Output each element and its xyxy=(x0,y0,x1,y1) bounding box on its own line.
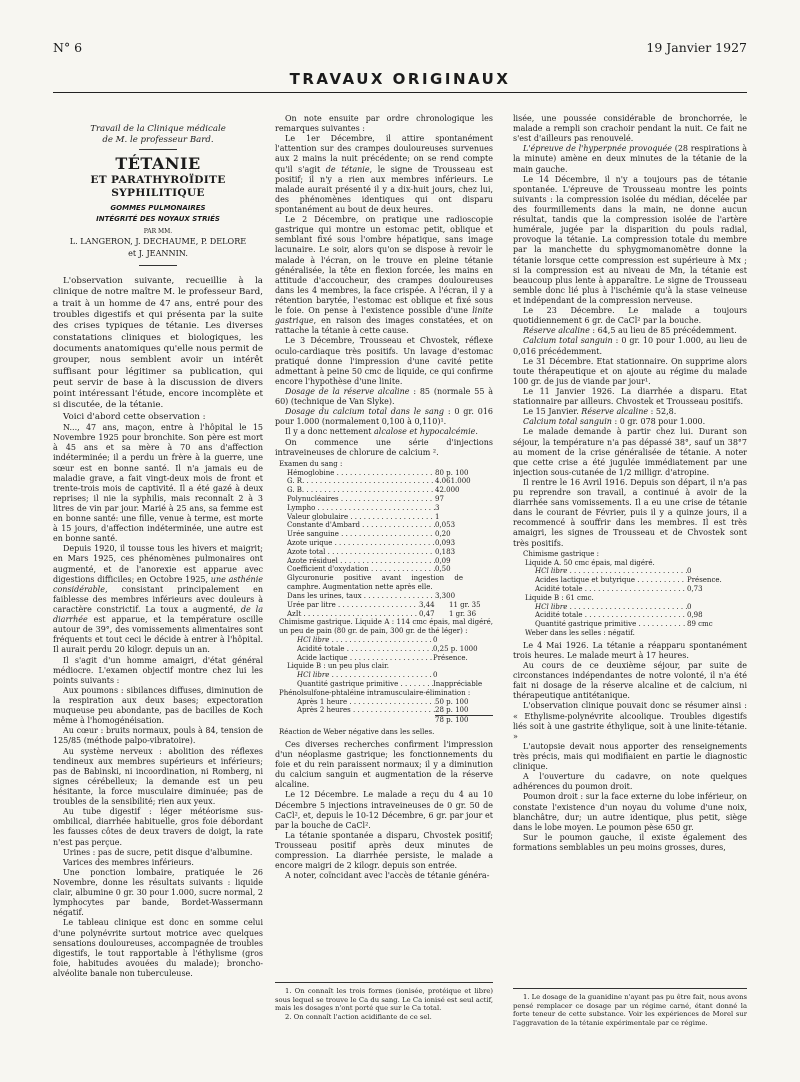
glycuronurie-note: Glycuronurie positive avant ingestion de camphre. Augmentation nette après elle. xyxy=(287,574,463,592)
body-paragraph: Le 2 Décembre, on pratique une radioscopie gastrique qui montre un estomac petit, oblique et semblant fixé sous l'ombre hépatique, sans image lacunaire. Le soir, alors qu'on se dispose à revoir le malade à l'écran, on le trouve en pleine tétanie généralisée, la tête en flexion forcée, les mains en attitude d'accoucheur, des crampes douloureuses dans les 4 membres, la face crispée. A l'écran, il y a rétention barytée, l'estomac est oblique et fixé sous le foie. On pense à l'existence possible d'une linite gastrique, en raison des images constatées, et on rattache la tétanie à cette cause. xyxy=(275,215,493,336)
body-paragraph: La tétanie spontanée a disparu, Chvostek positif; Trousseau positif après deux minutes de compression. La diarrhée persiste, le malade a encore maigri de 2 kilogr. depuis son entrée. xyxy=(275,830,493,871)
lab-row xyxy=(513,603,747,612)
chimisme-title: Chimisme gastrique : xyxy=(523,549,599,558)
body-paragraph: L'observation clinique pouvait donc se résumer ainsi : « Ethylisme-polynévrite alcoolique. Troubles digestifs liés soit à une gastrite éthylique, soit à une linite-tétanie. » xyxy=(513,701,747,741)
lab-value: 0,183 xyxy=(435,547,456,556)
lab-value: 0,50 xyxy=(435,565,451,574)
intro-paragraph: L'observation suivante, recueillie à la clinique de notre maître M. le professeur Bard, a trait à un homme de 47 ans, entré pour des troubles digestifs et qui présenta par la suite des crises typiques de tétanie. Les diverses constatations cliniques et biologiques, les documents anatomiques qu'elle nous permit de grouper, nous semblent avoir un intérêt suffisant pour légitimer sa publication, qui peut servir de base à la discussion de divers point intéressant l'étude, encore incomplète et si discutée, de la tétanie. xyxy=(53,276,263,411)
body-paragraph: Le 14 Décembre, il n'y a toujours pas de tétanie spontanée. L'épreuve de Trousseau montre les points suivants : la compression isolée du médian, décelée par des fourmillements dans la main, ne donne aucun résultat, tandis que la compression isolée de l'artère humérale, jugée par la disparition du pouls radial, provoque la tétanie. La compression totale du membre par la manchette du sphygmomanomètre donne la tétanie lorsque cette compression est supérieure à Mx ; si la compression est au niveau de Mn, la tétanie est beaucoup plus lente à apparaître. Le signe de Trousseau semble donc lié plus à l'ischémie qu'à la stase veineuse et indépendant de la compression nerveuse. xyxy=(513,174,747,305)
lab-value: 80 p. 100 xyxy=(435,468,469,477)
lab-row xyxy=(275,504,493,513)
header-rule xyxy=(53,92,747,93)
lab-label: Acidité totale . . . xyxy=(535,611,687,620)
lab-label: HCl libre . . . xyxy=(297,671,433,680)
body-paragraph: Le 11 Janvier 1926. La diarrhée a disparu. Etat stationnaire par ailleurs. Chvostek et Trousseau positifs. xyxy=(513,386,747,407)
lab-label: G. B. . . . xyxy=(287,486,435,495)
body-paragraph: Poumon droit : sur la face externe du lobe inférieur, on constate l'existence d'un noyau du volume d'une noix, blanchâtre, dur; un autre identique, plus petit, siège dans le lobe moyen. Le poumon pèse 650 gr. xyxy=(513,792,747,832)
body-paragraph: Le tableau clinique est donc en somme celui d'une polynévrite surtout motrice avec quelques sensations douloureuses, accompagnée de troubles digestifs, le tout rapportable à l'éthylisme (gros foie, habitudes avouées du malade); broncho-alvéolite banale non tuberculeuse. xyxy=(53,918,263,978)
lab-row xyxy=(513,611,747,620)
issue-number: N° 6 xyxy=(53,40,83,55)
blood-exam-block xyxy=(275,460,493,737)
lab-label: HCl libre . . . xyxy=(535,567,687,576)
lab-value: Présence. xyxy=(433,653,468,662)
liquide-b: Liquide B : un peu plus clair. xyxy=(287,662,389,671)
lab-row xyxy=(275,706,493,715)
body-paragraph: Depuis 1920, il tousse tous les hivers et maigrit; en Mars 1925, ces phénomènes pulmonaires ont augmenté, et de l'anorexie est apparue avec digestions difficiles; en Octobre 1925, une asthénie considérable, consistant principalement en faiblesse des membres inférieurs avec douleurs à caractère constrictif. La toux a augmenté, de la diarrhée est apparue, et la température oscille autour de 39°, des vomissements alimentaires sont fréquents et tout ceci le décide à entrer à l'hôpital. Il aurait perdu 20 kilogr. depuis un an. xyxy=(53,544,263,655)
lab-row xyxy=(275,565,493,574)
article-subtitle-2: INTÉGRITÉ DES NOYAUX STRIÉS xyxy=(96,214,220,223)
body-paragraph: Au cœur : bruits normaux, pouls à 84, tension de 125/85 (méthode palpo-vibratoire). xyxy=(53,726,263,746)
lab-label: Après 1 heure . . . xyxy=(297,698,435,707)
body-paragraph: Une ponction lombaire, pratiquée le 26 Novembre, donne les résultats suivants : liquide clair, albumine 0 gr. 30 pour 1.000, sucre normal, 2 lymphocytes par bande, Bordet-Wassermann négatif. xyxy=(53,867,263,918)
lab-label: Azote urique . . . xyxy=(287,539,435,548)
article-title: TÉTANIE xyxy=(115,154,201,174)
lab-value: 4.061.000 xyxy=(435,477,471,486)
body-paragraph: Il rentre le 16 Avril 1916. Depuis son départ, il n'a pas pu reprendre son travail, a continué à avoir de la diarrhée sans vomissements. Il a eu une crise de tétanie dans le courant de Février, puis il y a quinze jours, il a recommencé à souffrir dans les membres. Il est très amaigri, les signes de Trousseau et de Chvostek sont très positifs. xyxy=(513,477,747,548)
body-paragraph: Urines : pas de sucre, petit disque d'albumine. xyxy=(63,847,253,857)
chimisme-intro: Chimisme gastrique. Liquide A : 114 cmc épais, mal digéré, un peu de pain (80 gr. de pain, 300 gr. de thé léger) : xyxy=(279,618,493,636)
issue-date: 19 Janvier 1927 xyxy=(646,40,747,55)
separator xyxy=(139,149,177,150)
body-paragraph: Varices des membres inférieurs. xyxy=(63,857,194,867)
article-title-sub: ET PARATHYROÏDITE SYPHILITIQUE xyxy=(90,173,226,200)
lab-label: G. R. . . . xyxy=(287,477,435,486)
institution-line-1: Travail de la Clinique médicale xyxy=(90,124,226,134)
lab-row xyxy=(275,671,493,680)
lab-row xyxy=(275,698,493,707)
lab-row xyxy=(275,521,493,530)
lab-label: Après 2 heures . . . xyxy=(297,706,435,715)
lab-row xyxy=(275,486,493,495)
lab-row xyxy=(275,548,493,557)
footnotes-column-3 xyxy=(513,988,747,1028)
lab-value: 0,20 xyxy=(435,530,451,539)
lab-value: 97 xyxy=(435,494,444,503)
footnote: 1. On connaît les trois formes (ionisée, protéique et libre) sous lequel se trouve le Ca du sang. Le Ca ionisé est seul actif, mais les dosages n'ont porté que sur le Ca total. xyxy=(275,987,493,1013)
by-line: PAR MM. xyxy=(143,227,173,235)
lab-value: 0 xyxy=(433,671,438,680)
body-paragraph: Au système nerveux : abolition des réflexes tendineux aux membres supérieurs et inférieurs; pas de Babinski, ni incoordination, ni Romberg, ni signes cérébelleux; la demande est un peu hésitante, la force musculaire diminuée; pas de troubles de la sensibilité; rien aux yeux. xyxy=(53,746,263,807)
lab-value: 42.000 xyxy=(435,486,460,495)
body-paragraph: Le 12 Décembre. Le malade a reçu du 4 au 10 Décembre 5 injections intraveineuses de 0 gr. 50 de CaCl², et, depuis le 10-12 Décembre, 6 gr. par jour et par la bouche de CaCl². xyxy=(275,790,493,830)
body-paragraph: Calcium total sanguin : 0 gr. 10 pour 1.000, au lieu de 0,016 précédemment. xyxy=(513,336,747,356)
lab-label: Acidité totale . . . xyxy=(297,645,433,654)
separator xyxy=(139,265,177,266)
body-paragraph: Réserve alcaline : 64,5 au lieu de 85 précédemment. xyxy=(523,326,737,336)
body-paragraph: Le malade demande à partir chez lui. Durant son séjour, la température n'a pas dépassé 38°, sauf un 38°7 au moment de la crise généralisée de tétanie. A noter que cette crise a été jugulée immédiatement par une injection sous-cutanée de 1/2 milligr. d'atropine. xyxy=(513,427,747,477)
body-paragraph: Il s'agit d'un homme amaigri, d'état général médiocre. L'examen objectif montre chez lui les points suivants : xyxy=(53,655,263,685)
lab-row xyxy=(275,557,493,566)
lab-row xyxy=(275,530,493,539)
column-1 xyxy=(53,124,263,979)
body-paragraph: On note ensuite par ordre chronologique les remarques suivantes : xyxy=(275,114,493,134)
column-3 xyxy=(513,114,747,853)
body-paragraph: Au cours de ce deuxième séjour, par suite de circonstances indépendantes de notre volonté, il n'a été fait ni dosage de la réserve alcaline et de calcium, ni thérapeutique antitétanique. xyxy=(513,661,747,701)
lab-row xyxy=(513,585,747,594)
lab-value: 0 xyxy=(433,635,438,644)
lab-label: Acide lactique . . . xyxy=(297,654,433,663)
lab-row xyxy=(275,539,493,548)
body-paragraph: On commence une série d'injections intraveineuses de chlorure de calcium ². xyxy=(275,437,493,457)
lab-value: 1 xyxy=(435,512,440,521)
body-paragraph: Il y a donc nettement alcalose et hypocalcémie. xyxy=(285,427,478,437)
lab-label: Polynucléaires . . . xyxy=(287,495,435,504)
lab-label: HCl libre . . . xyxy=(535,603,687,612)
body-paragraph: Ces diverses recherches confirment l'impression d'un néoplasme gastrique; les fonctionnements du foie et du rein paraissent normaux; il y a diminution du calcium sanguin et augmentation de la réserve alcaline. xyxy=(275,739,493,790)
lab-value: 0,25 p. 1000 xyxy=(433,644,478,653)
lab-row xyxy=(513,567,747,576)
chimisme-block xyxy=(513,550,747,638)
lab-row xyxy=(513,620,747,629)
column-2 xyxy=(275,114,493,881)
liquide-b: Liquide B : 61 cmc. xyxy=(525,593,594,602)
lab-label: Quantité gastrique primitive . . . xyxy=(535,620,687,629)
body-paragraph: L'autopsie devait nous apporter des renseignements très précis, mais qui modifiaient en partie le diagnostic clinique. xyxy=(513,741,747,772)
body-paragraph: Le 1er Décembre, il attire spontanément l'attention sur des crampes douloureuses survenues aux 2 mains la nuit précédente; on se rend compte qu'il s'agit de tétanie, le signe de Trousseau est positif; il n'y a rien aux membres inférieurs. Le malade aurait présenté il y a dix-huit jours, chez lui, des phénomènes identiques qui ont disparu spontanément au bout de deux heures. xyxy=(275,134,493,214)
lab-value: 3 xyxy=(435,503,440,512)
body-paragraph: L'épreuve de l'hyperpnée provoquée (28 respirations à la minute) amène en deux minutes de la tétanie de la main gauche. xyxy=(513,144,747,174)
lab-row: Dans les urines, taux . . . 3,300 xyxy=(275,592,493,601)
body-paragraph: Le 31 Décembre. Etat stationnaire. On supprime alors toute thérapeutique et on ajoute au régime du malade 100 gr. de jus de viande par jour¹. xyxy=(513,356,747,386)
lab-label: Coefficient d'oxydation . . . xyxy=(287,565,435,574)
lab-row xyxy=(275,645,493,654)
lab-value: Présence. xyxy=(687,576,722,585)
body-paragraph: Au tube digestif : léger météorisme sus-ombilical, diarrhée habituelle, gros foie débordant les fausses côtes de deux travers de doigt, la rate n'est pas perçue. xyxy=(53,807,263,847)
lab-value: 0,093 xyxy=(435,539,456,548)
section-title: TRAVAUX ORIGINAUX xyxy=(289,70,511,88)
lab-value: 0,09 xyxy=(435,556,451,565)
body-paragraph: Aux poumons : sibilances diffuses, diminution de la respiration aux deux bases; expectoration muqueuse peu abondante, pas de bacilles de Koch même à l'homogénéisation. xyxy=(53,685,263,726)
institution-line-2: de M. le professeur Bard. xyxy=(102,135,214,146)
body-paragraph: Sur le poumon gauche, il existe également des formations semblables un peu moins grosses, dures, xyxy=(513,832,747,853)
lab-row xyxy=(275,654,493,663)
body-paragraph: Le 4 Mai 1926. La tétanie a réapparu spontanément trois heures. Le malade meurt à 17 heures. xyxy=(513,640,747,660)
lab-label: Constante d'Ambard . . . xyxy=(287,521,435,530)
lab-label: Acidité totale . . . xyxy=(535,585,687,594)
lab-label: HCl libre . . . xyxy=(297,636,433,645)
lab-row xyxy=(275,636,493,645)
lab-value: 0 xyxy=(687,567,692,576)
lab-value: Inappréciable xyxy=(433,680,483,689)
body-paragraph: lisée, une poussée considérable de bronchorrée, le malade a rempli son crachoir pendant la nuit. Ce fait ne s'est d'ailleurs pas renouvelé. xyxy=(513,114,747,144)
blood-exam-title: Examen du sang : xyxy=(279,459,343,468)
body-paragraph: Dosage de la réserve alcaline : 85 (normale 55 à 60) (technique de Van Slyke). xyxy=(275,386,493,407)
body-paragraph: Calcium total sanguin : 0 gr. 078 pour 1.000. xyxy=(523,417,706,427)
footnotes-column-2 xyxy=(275,982,493,1022)
lab-row xyxy=(275,513,493,522)
lab-label: Azote résiduel . . . xyxy=(287,557,435,566)
lab-label: Valeur globulaire . . . xyxy=(287,513,435,522)
lab-value: 0,98 xyxy=(687,611,703,620)
lab-value: 89 cmc xyxy=(687,620,713,629)
lab-row xyxy=(275,495,493,504)
intro-paragraph-2: Voici d'abord cette observation : xyxy=(63,411,206,422)
lab-label: Azote total . . . xyxy=(287,548,435,557)
weber-note: Weber dans les selles : négatif. xyxy=(525,629,635,638)
weber-note: Réaction de Weber négative dans les selles. xyxy=(279,728,435,737)
body-paragraph: A l'ouverture du cadavre, on note quelques adhérences du poumon droit. xyxy=(513,772,747,792)
authors-line-2: et J. JEANNIN. xyxy=(128,247,188,258)
lab-label: Hémoglobine . . . xyxy=(287,469,435,478)
lab-value: 0,053 xyxy=(435,521,456,530)
lab-row: 78 p. 100 xyxy=(275,715,493,725)
authors-line-1: L. LANGERON, J. DECHAUME, P. DELORE xyxy=(69,236,247,247)
lab-row: AzIt . . . 0,47 1 gr. 36 xyxy=(275,610,493,619)
body-paragraph: Dosage du calcium total dans le sang : 0 gr. 016 pour 1.000 (normalement 0,100 à 0,110)¹. xyxy=(275,407,493,427)
lab-label: Quantité gastrique primitive . . . xyxy=(297,680,433,689)
lab-label: Acides lactique et butyrique . . . xyxy=(535,576,687,585)
body-paragraph: N..., 47 ans, maçon, entre à l'hôpital le 15 Novembre 1925 pour bronchite. Son père est mort à 45 ans et sa mère à 70 ans d'affection indéterminée; il a perdu un frère à la guerre, une sœur est en bonne santé. Il n'a jamais eu de maladie grave, a fait vingt-deux mois de front et trente-trois mois de captivité. Il a été gazé à deux reprises; il nie la syphilis, mais reconnaît 2 à 3 litres de vin par jour. Marié à 25 ans, sa femme est en bonne santé: une fille, venue à terme, est morte à 15 jours, d'affection indéterminée, une autre est en bonne santé. xyxy=(53,423,263,544)
lab-row: Urée par litre . . . 3,44 11 gr. 35 xyxy=(275,601,493,610)
lab-row xyxy=(275,680,493,689)
body-paragraph: Le 3 Décembre, Trousseau et Chvostek, réflexe oculo-cardiaque très positifs. Un lavage d'estomac pratiqué donne l'impression d'une cavité petite admettant à peine 50 cmc de liquide, ce qui confirme encore l'hypothèse d'une linite. xyxy=(275,336,493,386)
lab-row xyxy=(275,477,493,486)
lab-label: Urée sanguine . . . xyxy=(287,530,435,539)
body-paragraph: Le 23 Décembre. Le malade a toujours quotidiennement 6 gr. de CaCl² par la bouche. xyxy=(513,306,747,326)
lab-row xyxy=(513,576,747,585)
lab-row xyxy=(275,469,493,478)
lab-value: 0 xyxy=(687,602,692,611)
lab-value: 0,73 xyxy=(687,584,703,593)
footnote: 1. Le dosage de la guanidine n'ayant pas pu être fait, nous avons pensé remplacer ce dosage par un régime carné, étant donné la forte teneur de cette substance. Voir les expériences de Morel sur l'aggravation de la tétanie expérimentale par ce régime. xyxy=(513,993,747,1028)
footnote: 2. On connaît l'action acidifiante de ce sel. xyxy=(285,1013,432,1022)
lab-label: Lympho . . . xyxy=(287,504,435,513)
lab-value: 50 p. 100 xyxy=(435,697,469,706)
body-paragraph: A noter, coïncidant avec l'accès de tétanie généra- xyxy=(285,871,490,881)
body-paragraph: Le 15 Janvier. Réserve alcaline : 52,8. xyxy=(523,407,677,417)
article-subtitle-1: GOMMES PULMONAIRES xyxy=(110,204,206,213)
lab-value: 28 p. 100 xyxy=(435,706,469,715)
liquide-a: Liquide A. 50 cmc épais, mal digéré. xyxy=(525,558,655,567)
pheno-intro: Phénolsulfone-phtaléine intramusculaire-élimination : xyxy=(279,688,471,697)
